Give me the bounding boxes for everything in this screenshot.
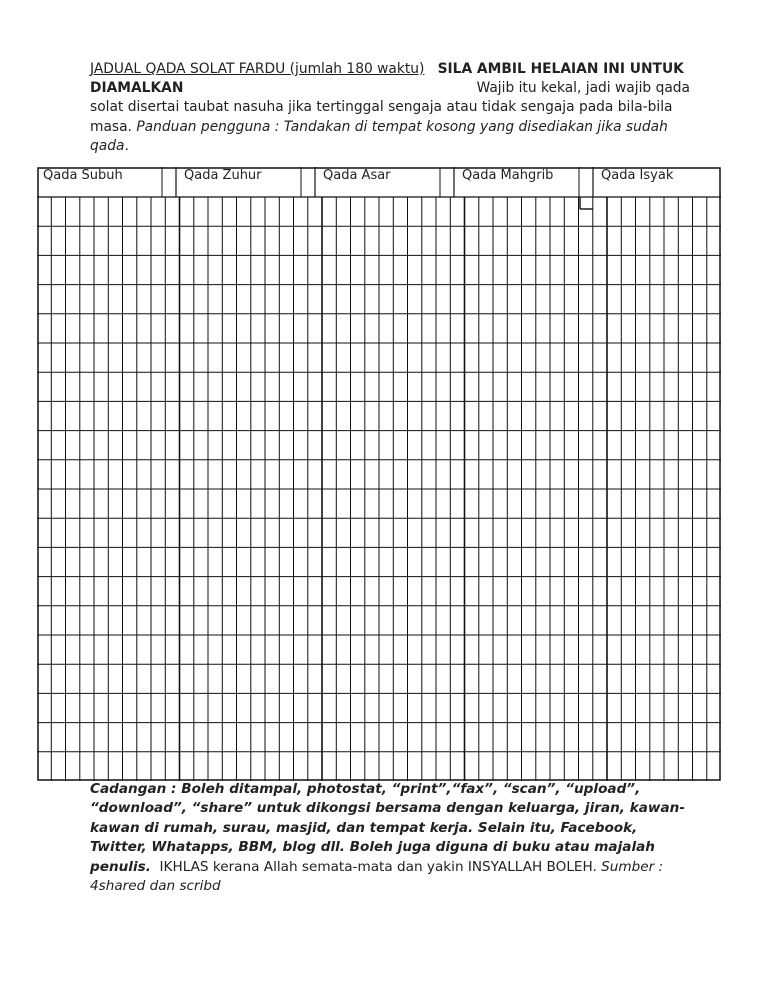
footer-block: Cadangan : Boleh ditampal, photostat, “print”,“fax”, “scan”, “upload”, “download”, “share” untuk dikongsi bersama dengan keluarga, jiran, kawan-kawan di rumah, surau, masjid, dan tempat kerja. Selain itu, Facebook, Twitter, Whatapps, BBM, blog dll. Boleh juga diguna di buku atau majalah penulis. IKHLAS kerana Allah semata-mata dan yakin INSYALLAH BOLEH. Sumber : 4shared dan scribd (90, 781, 685, 895)
suggestion-text: Cadangan : Boleh ditampal, photostat, “print”,“fax”, “scan”, “upload”, “download”, “share” untuk dikongsi bersama dengan keluarga, jiran, kawan-kawan di rumah, surau, masjid, dan tempat kerja. Selain itu, Facebook, Twitter, Whatapps, BBM, blog dll. Boleh juga diguna di buku atau majalah penulis (90, 781, 685, 875)
intro-line-1 (90, 60, 690, 79)
header-qada-asar: Qada Asar (323, 168, 391, 183)
user-guide-end: qada (90, 137, 125, 154)
header-qada-mahgrib: Qada Mahgrib (462, 168, 554, 183)
sincere-text: IKHLAS kerana Allah semata-mata dan yakin INSYALLAH BOLEH. (159, 858, 597, 875)
intro-line-3: solat disertai taubat nasuha jika tertinggal sengaja atau tidak sengaja pada bila-bila (90, 99, 673, 116)
qada-grid (37, 167, 721, 781)
document-title: JADUAL QADA SOLAT FARDU (jumlah 180 waktu) (90, 61, 425, 77)
notice-text-2: DIAMALKAN (90, 80, 184, 97)
header-qada-subuh: Qada Subuh (43, 168, 123, 183)
intro-line-2 (90, 79, 690, 98)
header-qada-isyak: Qada Isyak (601, 168, 674, 183)
intro-line-5: qada. (90, 137, 129, 154)
notice-text: SILA AMBIL HELAIAN INI UNTUK (437, 61, 684, 77)
user-guide: Panduan pengguna : Tandakan di tempat kosong yang disediakan jika sudah (136, 118, 668, 135)
intro-block (90, 60, 690, 156)
obligation-text: Wajib itu kekal, jadi wajib qada (476, 80, 690, 97)
masa-text: masa. (90, 118, 132, 135)
intro-line-4 (90, 118, 690, 137)
header-qada-zuhur: Qada Zuhur (184, 168, 262, 183)
source-text: Sumber : 4shared dan scribd (90, 858, 664, 895)
qada-table (37, 167, 721, 781)
